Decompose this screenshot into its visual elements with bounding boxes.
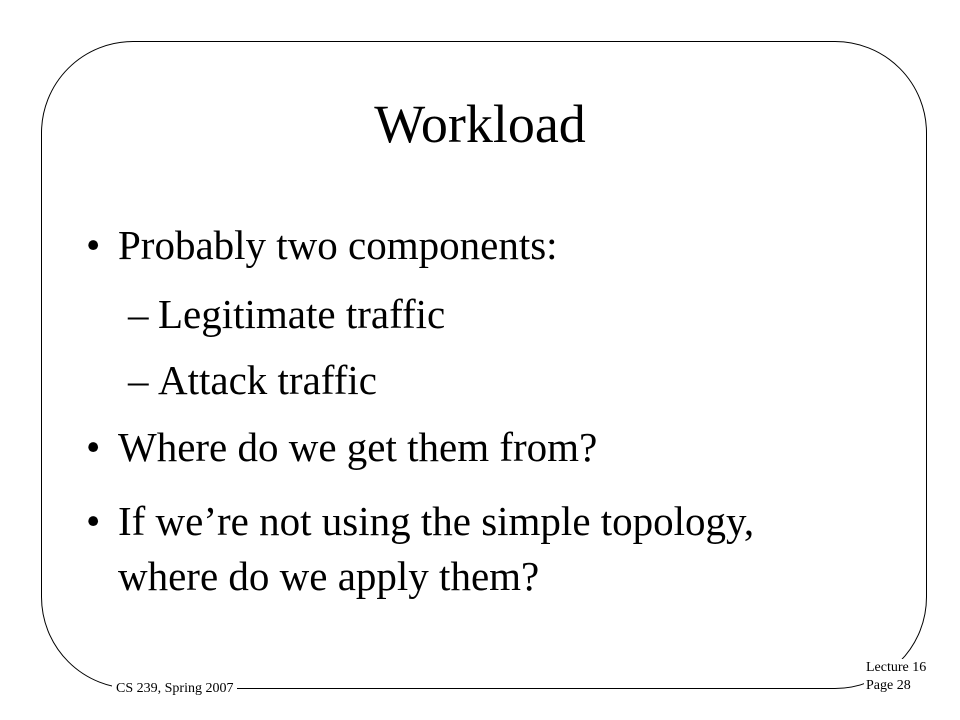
bullet-text: Probably two components: xyxy=(118,222,558,268)
bullet-marker: • xyxy=(86,424,101,470)
footer-page: Page 28 xyxy=(866,677,911,693)
footer-lecture: Lecture 16 xyxy=(866,660,927,675)
sub-bullet-marker: – xyxy=(128,291,149,337)
bullet-marker: • xyxy=(86,222,101,268)
bullet-text: If we’re not using the simple topology, xyxy=(118,498,755,544)
sub-bullet-text: Legitimate traffic xyxy=(158,291,446,337)
bullet-text: Where do we get them from? xyxy=(118,424,598,470)
bullet-text: where do we apply them? xyxy=(118,553,540,599)
bullet-marker: • xyxy=(86,498,101,544)
sub-bullet-marker: – xyxy=(128,357,149,403)
footer-course: CS 239, Spring 2007 xyxy=(112,681,237,698)
sub-bullet-text: Attack traffic xyxy=(158,357,377,403)
footer-lecture-page xyxy=(864,659,928,694)
slide-title: Workload xyxy=(374,94,586,154)
